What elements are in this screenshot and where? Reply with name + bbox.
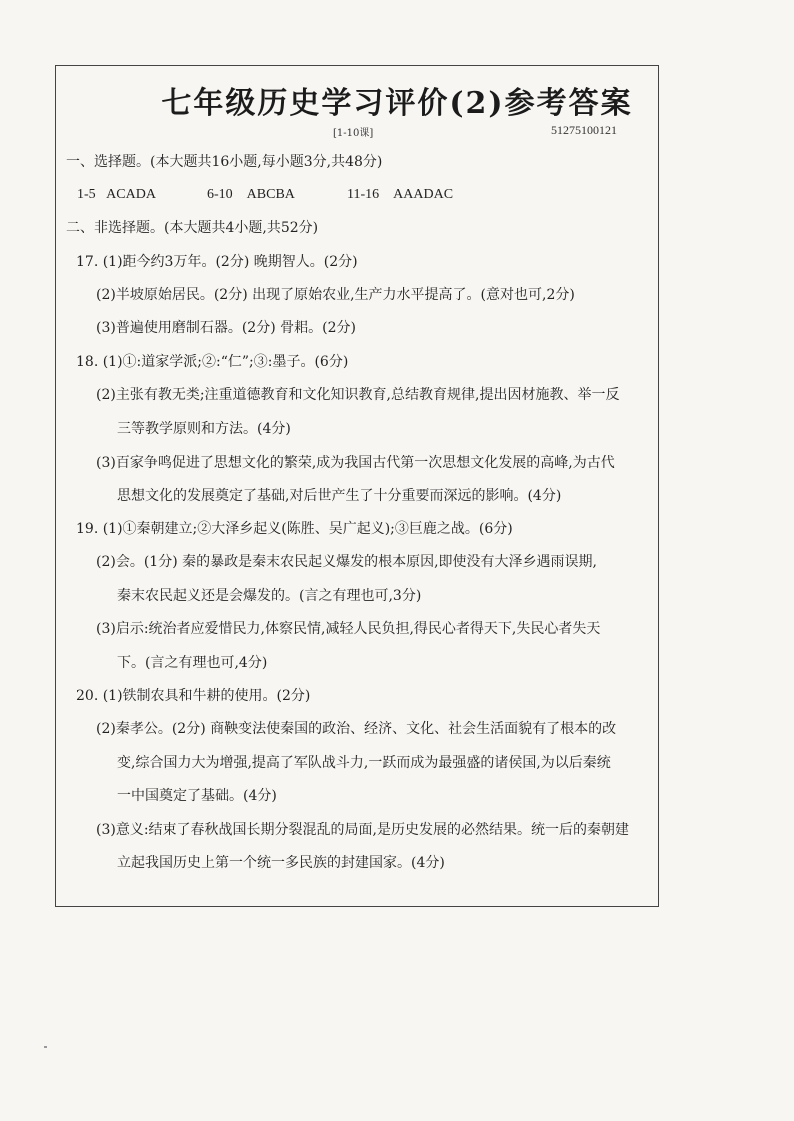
- mc-answer: AAADAC: [393, 187, 454, 202]
- answer-line: 19. (1)①秦朝建立;②大泽乡起义(陈胜、吴广起义);③巨鹿之战。(6分): [76, 521, 513, 537]
- answer-line: (3)普遍使用磨制石器。(2分) 骨耜。(2分): [96, 320, 356, 336]
- answer-line: (3)意义:结束了春秋战国长期分裂混乱的局面,是历史发展的必然结果。统一后的秦朝建: [96, 822, 629, 838]
- answer-line: 18. (1)①:道家学派;②:“仁”;③:墨子。(6分): [76, 354, 349, 370]
- scan-speck: [44, 1046, 47, 1048]
- mc-range: 1-5: [77, 187, 96, 202]
- page-title: 七年级历史学习评价(2)参考答案: [161, 86, 633, 121]
- answer-line: 一中国奠定了基础。(4分): [117, 788, 277, 804]
- answer-line: 立起我国历史上第一个统一多民族的封建国家。(4分): [117, 855, 445, 871]
- mc-answers-row: [77, 186, 453, 204]
- answer-line: (2)秦孝公。(2分) 商鞅变法使秦国的政治、经济、文化、社会生活面貌有了根本的改: [96, 721, 617, 737]
- answer-line: 20. (1)铁制农具和牛耕的使用。(2分): [76, 688, 311, 704]
- mc-range: 11-16: [347, 187, 380, 202]
- answer-line: (3)启示:统治者应爱惜民力,体察民情,减轻人民负担,得民心者得天下,失民心者失天: [96, 621, 601, 637]
- mc-group-1: [77, 186, 207, 204]
- answer-line: 秦末农民起义还是会爆发的。(言之有理也可,3分): [117, 588, 422, 604]
- answer-line: 思想文化的发展奠定了基础,对后世产生了十分重要而深远的影响。(4分): [117, 488, 562, 504]
- answer-line: (3)百家争鸣促进了思想文化的繁荣,成为我国古代第一次思想文化发展的高峰,为古代: [96, 455, 615, 471]
- answer-line: (2)半坡原始居民。(2分) 出现了原始农业,生产力水平提高了。(意对也可,2分): [96, 287, 575, 303]
- document-code: 51275100121: [551, 123, 617, 137]
- mc-answer: ACADA: [106, 187, 156, 202]
- section2-header: 二、非选择题。(本大题共4小题,共52分): [66, 220, 319, 236]
- answer-line: 三等教学原则和方法。(4分): [117, 421, 291, 437]
- answer-line: 17. (1)距今约3万年。(2分) 晚期智人。(2分): [76, 254, 358, 270]
- mc-answer: ABCBA: [246, 187, 295, 202]
- mc-group-2: [207, 186, 347, 204]
- answer-line: 变,综合国力大为增强,提高了军队战斗力,一跃而成为最强盛的诸侯国,为以后秦统: [117, 755, 611, 771]
- section1-header: 一、选择题。(本大题共16小题,每小题3分,共48分): [66, 154, 383, 170]
- mc-range: 6-10: [207, 187, 233, 202]
- mc-group-3: [347, 186, 453, 204]
- lesson-range: [1-10课]: [333, 128, 374, 139]
- answer-line: (2)会。(1分) 秦的暴政是秦末农民起义爆发的根本原因,即使没有大泽乡遇雨误期,: [96, 554, 598, 570]
- answer-line: 下。(言之有理也可,4分): [117, 655, 268, 671]
- answer-line: (2)主张有教无类;注重道德教育和文化知识教育,总结教育规律,提出因材施教、举一反: [96, 387, 620, 403]
